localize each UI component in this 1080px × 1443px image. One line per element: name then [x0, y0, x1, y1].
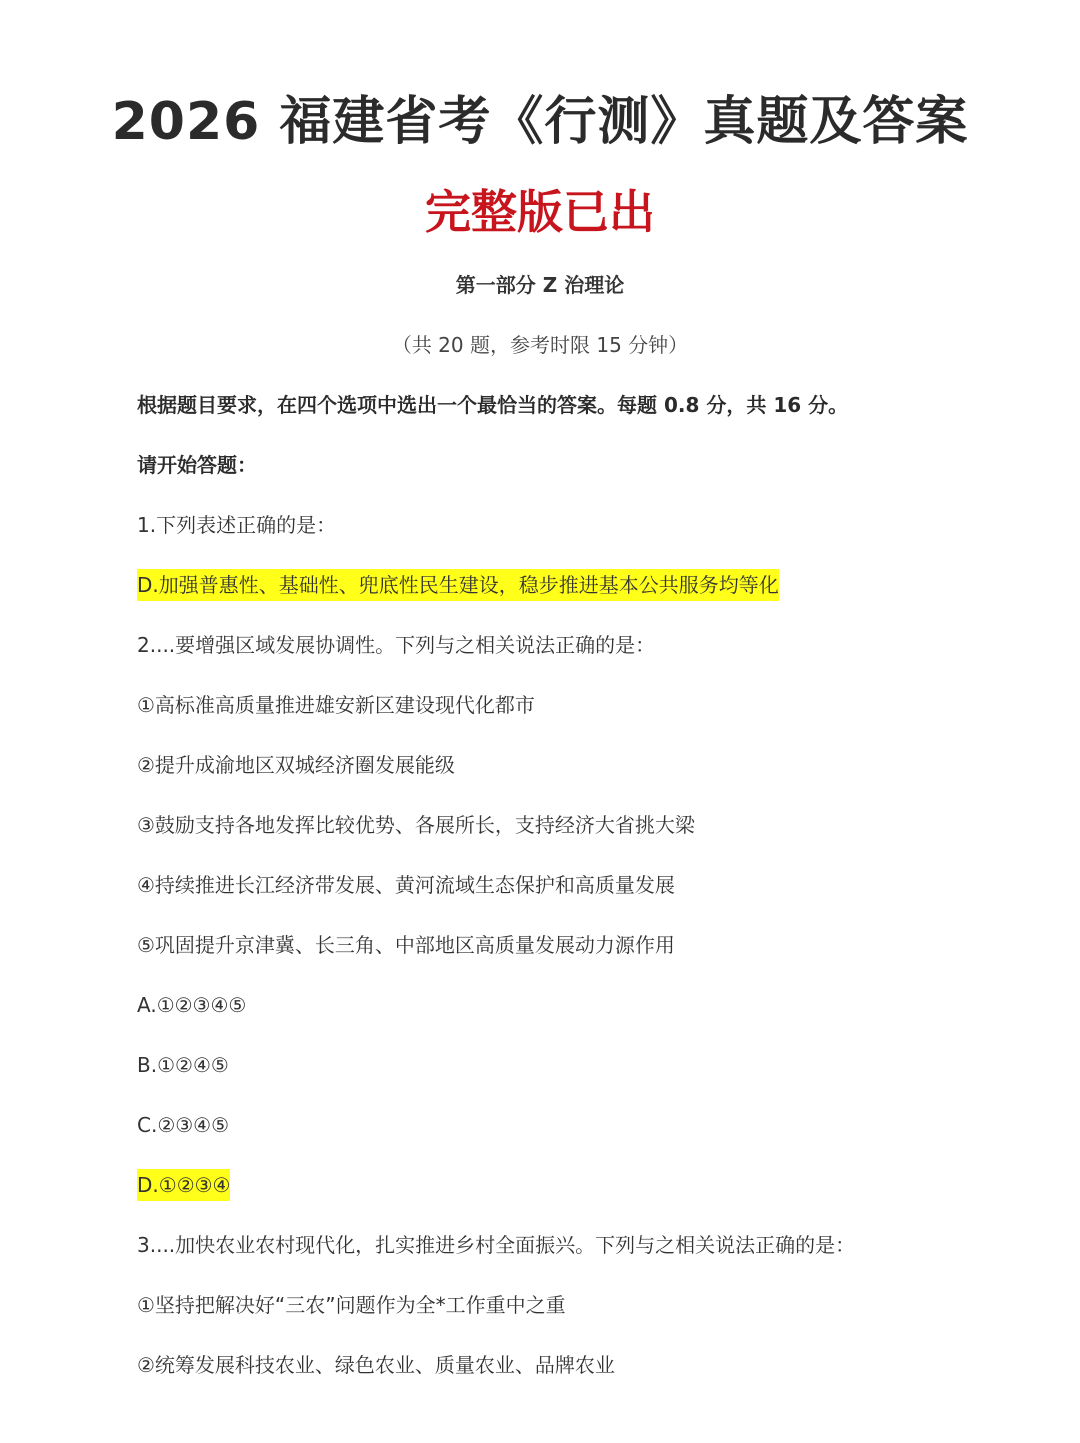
highlighted-answer-line	[137, 1155, 1037, 1215]
text-line	[137, 795, 1037, 855]
text-line	[137, 1095, 1037, 1155]
line-text: 3....加快农业农村现代化，扎实推进乡村全面振兴。下列与之相关说法正确的是：	[137, 1233, 856, 1257]
question-count-note: （共 20 题，参考时限 15 分钟）	[391, 333, 689, 357]
line-text: ②统筹发展科技农业、绿色农业、质量农业、品牌农业	[137, 1353, 615, 1377]
line-text: 请开始答题：	[137, 453, 257, 477]
text-line	[137, 375, 1037, 435]
line-text: A.①②③④⑤	[137, 993, 247, 1017]
text-line	[137, 1035, 1037, 1095]
text-line	[137, 1215, 1037, 1275]
line-text: 根据题目要求，在四个选项中选出一个最恰当的答案。每题 0.8 分，共 16 分。	[137, 393, 849, 417]
text-line	[137, 915, 1037, 975]
text-line	[137, 615, 1037, 675]
text-line	[137, 1275, 1037, 1335]
text-line	[137, 675, 1037, 735]
document-title: 2026 福建省考《行测》真题及答案	[111, 92, 969, 152]
text-line	[137, 435, 1037, 495]
line-text: ⑤巩固提升京津冀、长三角、中部地区高质量发展动力源作用	[137, 933, 675, 957]
text-line	[137, 975, 1037, 1035]
document-body	[137, 375, 1037, 1395]
line-text: ④持续推进长江经济带发展、黄河流域生态保护和高质量发展	[137, 873, 675, 897]
line-text: ①高标准高质量推进雄安新区建设现代化都市	[137, 693, 535, 717]
section-heading: 第一部分 Z 治理论	[455, 273, 625, 297]
text-line	[137, 495, 1037, 555]
line-text: B.①②④⑤	[137, 1053, 229, 1077]
line-text: C.②③④⑤	[137, 1113, 230, 1137]
line-text: D.加强普惠性、基础性、兜底性民生建设，稳步推进基本公共服务均等化	[137, 569, 779, 601]
text-line	[137, 855, 1037, 915]
text-line	[137, 735, 1037, 795]
line-text: ③鼓励支持各地发挥比较优势、各展所长，支持经济大省挑大梁	[137, 813, 695, 837]
highlighted-answer-line	[137, 555, 1037, 615]
line-text: D.①②③④	[137, 1169, 230, 1201]
line-text: 2....要增强区域发展协调性。下列与之相关说法正确的是：	[137, 633, 656, 657]
text-line	[137, 1335, 1037, 1395]
line-text: ②提升成渝地区双城经济圈发展能级	[137, 753, 455, 777]
line-text: ①坚持把解决好“三农”问题作为全*工作重中之重	[137, 1293, 566, 1317]
line-text: 1.下列表述正确的是：	[137, 513, 337, 537]
document-subtitle: 完整版已出	[425, 185, 655, 239]
